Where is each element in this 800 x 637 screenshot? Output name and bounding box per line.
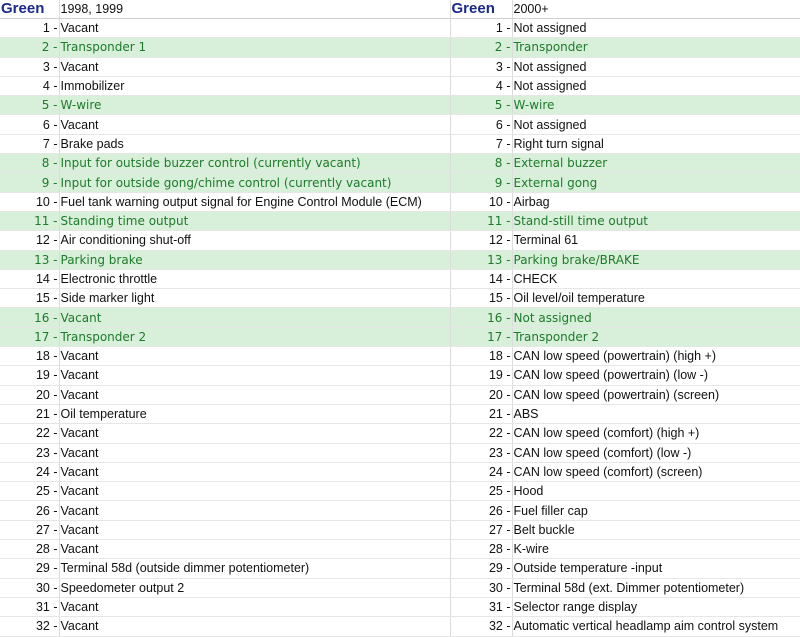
pin-description-2000: Hood [512, 482, 800, 501]
pin-number-2000: 25 - [450, 482, 512, 501]
table-row [0, 347, 800, 366]
pin-number-1998: 4 - [0, 76, 59, 95]
pin-description-2000: Transponder [512, 38, 800, 57]
table-row [0, 385, 800, 404]
left-model-years: 1998, 1999 [59, 0, 450, 19]
pin-description-2000: CAN low speed (powertrain) (screen) [512, 385, 800, 404]
table-row [0, 540, 800, 559]
pin-number-2000: 30 - [450, 578, 512, 597]
pin-number-1998: 6 - [0, 115, 59, 134]
pin-description-2000: External buzzer [512, 154, 800, 173]
pin-number-1998: 32 - [0, 617, 59, 636]
pin-description-2000: K-wire [512, 540, 800, 559]
pin-description-2000: Terminal 61 [512, 231, 800, 250]
table-row [0, 424, 800, 443]
pin-number-1998: 28 - [0, 540, 59, 559]
pin-number-1998: 17 - [0, 327, 59, 346]
pin-description-2000: Not assigned [512, 76, 800, 95]
pin-number-1998: 27 - [0, 520, 59, 539]
pin-description-2000: ABS [512, 404, 800, 423]
pin-number-1998: 13 - [0, 250, 59, 269]
pin-number-2000: 26 - [450, 501, 512, 520]
pin-description-1998: Vacant [59, 347, 450, 366]
pin-number-1998: 23 - [0, 443, 59, 462]
table-row [0, 520, 800, 539]
right-model-years: 2000+ [512, 0, 800, 19]
table-row [0, 134, 800, 153]
table-row [0, 289, 800, 308]
pin-description-2000: Belt buckle [512, 520, 800, 539]
table-row [0, 617, 800, 636]
pin-description-2000: Transponder 2 [512, 327, 800, 346]
table-row [0, 308, 800, 327]
pin-description-1998: Air conditioning shut-off [59, 231, 450, 250]
pin-description-2000: W-wire [512, 96, 800, 115]
pin-number-1998: 19 - [0, 366, 59, 385]
pin-number-2000: 1 - [450, 19, 512, 38]
pin-description-2000: CAN low speed (powertrain) (low -) [512, 366, 800, 385]
pin-description-1998: Vacant [59, 597, 450, 616]
pin-description-2000: Not assigned [512, 308, 800, 327]
pin-number-1998: 8 - [0, 154, 59, 173]
pin-number-1998: 10 - [0, 192, 59, 211]
pin-description-1998: Vacant [59, 501, 450, 520]
pin-number-1998: 3 - [0, 57, 59, 76]
pin-description-2000: Selector range display [512, 597, 800, 616]
pin-number-2000: 6 - [450, 115, 512, 134]
pin-number-1998: 11 - [0, 211, 59, 230]
table-row [0, 482, 800, 501]
pin-number-2000: 31 - [450, 597, 512, 616]
pin-number-2000: 20 - [450, 385, 512, 404]
pin-number-2000: 29 - [450, 559, 512, 578]
pin-description-1998: Vacant [59, 366, 450, 385]
pin-description-2000: Not assigned [512, 115, 800, 134]
pin-number-2000: 27 - [450, 520, 512, 539]
table-row [0, 597, 800, 616]
table-row [0, 96, 800, 115]
pin-number-2000: 19 - [450, 366, 512, 385]
pin-number-2000: 21 - [450, 404, 512, 423]
table-row [0, 38, 800, 57]
pin-description-1998: Input for outside gong/chime control (currently vacant) [59, 173, 450, 192]
pin-description-2000: External gong [512, 173, 800, 192]
table-row [0, 366, 800, 385]
pin-number-1998: 22 - [0, 424, 59, 443]
table-row [0, 250, 800, 269]
pin-number-2000: 15 - [450, 289, 512, 308]
table-row [0, 462, 800, 481]
pin-number-2000: 23 - [450, 443, 512, 462]
table-row [0, 404, 800, 423]
header-row [0, 0, 800, 19]
pin-number-1998: 1 - [0, 19, 59, 38]
pin-description-2000: Fuel filler cap [512, 501, 800, 520]
pin-number-1998: 25 - [0, 482, 59, 501]
pin-number-2000: 22 - [450, 424, 512, 443]
pin-description-1998: Vacant [59, 19, 450, 38]
pin-description-1998: Speedometer output 2 [59, 578, 450, 597]
pin-description-1998: Vacant [59, 540, 450, 559]
pin-number-2000: 5 - [450, 96, 512, 115]
pin-description-1998: Vacant [59, 482, 450, 501]
pin-description-1998: Vacant [59, 57, 450, 76]
pin-description-2000: CAN low speed (powertrain) (high +) [512, 347, 800, 366]
pin-number-1998: 5 - [0, 96, 59, 115]
pin-description-2000: Outside temperature -input [512, 559, 800, 578]
pin-description-1998: Vacant [59, 520, 450, 539]
pin-description-1998: Vacant [59, 385, 450, 404]
pin-description-1998: Immobilizer [59, 76, 450, 95]
pin-number-1998: 7 - [0, 134, 59, 153]
left-connector-label: Green [0, 0, 59, 19]
pin-description-2000: CAN low speed (comfort) (screen) [512, 462, 800, 481]
pin-description-2000: Parking brake/BRAKE [512, 250, 800, 269]
pin-number-2000: 24 - [450, 462, 512, 481]
table-row [0, 192, 800, 211]
pin-description-2000: Not assigned [512, 19, 800, 38]
pin-description-1998: Vacant [59, 115, 450, 134]
pin-description-1998: Vacant [59, 308, 450, 327]
pin-description-1998: Parking brake [59, 250, 450, 269]
pin-description-2000: Oil level/oil temperature [512, 289, 800, 308]
pin-number-2000: 18 - [450, 347, 512, 366]
table-row [0, 173, 800, 192]
pin-number-2000: 14 - [450, 269, 512, 288]
pin-description-1998: Transponder 1 [59, 38, 450, 57]
pin-number-2000: 17 - [450, 327, 512, 346]
table-row [0, 501, 800, 520]
pin-number-2000: 11 - [450, 211, 512, 230]
pin-number-1998: 30 - [0, 578, 59, 597]
pin-number-1998: 26 - [0, 501, 59, 520]
pin-description-1998: Side marker light [59, 289, 450, 308]
pin-number-2000: 13 - [450, 250, 512, 269]
pin-number-1998: 2 - [0, 38, 59, 57]
pin-number-2000: 8 - [450, 154, 512, 173]
pin-description-2000: Right turn signal [512, 134, 800, 153]
pin-number-2000: 10 - [450, 192, 512, 211]
pin-number-2000: 12 - [450, 231, 512, 250]
pin-number-1998: 29 - [0, 559, 59, 578]
pin-number-1998: 24 - [0, 462, 59, 481]
table-row [0, 19, 800, 38]
table-row [0, 115, 800, 134]
table-row [0, 211, 800, 230]
pin-number-1998: 15 - [0, 289, 59, 308]
pin-description-1998: Fuel tank warning output signal for Engine Control Module (ECM) [59, 192, 450, 211]
pin-number-2000: 9 - [450, 173, 512, 192]
pin-number-2000: 2 - [450, 38, 512, 57]
table-row [0, 231, 800, 250]
pin-number-1998: 31 - [0, 597, 59, 616]
pin-description-1998: Electronic throttle [59, 269, 450, 288]
pin-description-1998: Transponder 2 [59, 327, 450, 346]
pin-description-1998: Vacant [59, 462, 450, 481]
pin-number-2000: 16 - [450, 308, 512, 327]
pin-number-2000: 4 - [450, 76, 512, 95]
pin-description-2000: CAN low speed (comfort) (high +) [512, 424, 800, 443]
table-row [0, 57, 800, 76]
pin-description-2000: CHECK [512, 269, 800, 288]
table-row [0, 76, 800, 95]
pin-description-2000: Automatic vertical headlamp aim control system [512, 617, 800, 636]
pin-description-1998: Brake pads [59, 134, 450, 153]
table-row [0, 154, 800, 173]
pin-description-2000: Terminal 58d (ext. Dimmer potentiometer) [512, 578, 800, 597]
pin-number-1998: 12 - [0, 231, 59, 250]
pin-description-2000: Stand-still time output [512, 211, 800, 230]
pin-number-1998: 20 - [0, 385, 59, 404]
pin-number-2000: 3 - [450, 57, 512, 76]
pin-description-2000: CAN low speed (comfort) (low -) [512, 443, 800, 462]
table-row [0, 327, 800, 346]
pin-number-2000: 28 - [450, 540, 512, 559]
pin-description-2000: Airbag [512, 192, 800, 211]
pin-number-1998: 14 - [0, 269, 59, 288]
table-row [0, 559, 800, 578]
pin-description-1998: Vacant [59, 424, 450, 443]
pin-number-1998: 18 - [0, 347, 59, 366]
pin-description-1998: Vacant [59, 617, 450, 636]
pin-description-1998: Oil temperature [59, 404, 450, 423]
pin-number-1998: 21 - [0, 404, 59, 423]
pin-description-1998: Terminal 58d (outside dimmer potentiometer) [59, 559, 450, 578]
pin-number-2000: 7 - [450, 134, 512, 153]
table-row [0, 269, 800, 288]
pin-description-1998: Input for outside buzzer control (currently vacant) [59, 154, 450, 173]
pin-number-1998: 9 - [0, 173, 59, 192]
pin-description-2000: Not assigned [512, 57, 800, 76]
pin-description-1998: Standing time output [59, 211, 450, 230]
pin-description-1998: Vacant [59, 443, 450, 462]
right-connector-label: Green [450, 0, 512, 19]
table-row [0, 578, 800, 597]
pin-description-1998: W-wire [59, 96, 450, 115]
table-row [0, 443, 800, 462]
pin-number-2000: 32 - [450, 617, 512, 636]
pin-number-1998: 16 - [0, 308, 59, 327]
